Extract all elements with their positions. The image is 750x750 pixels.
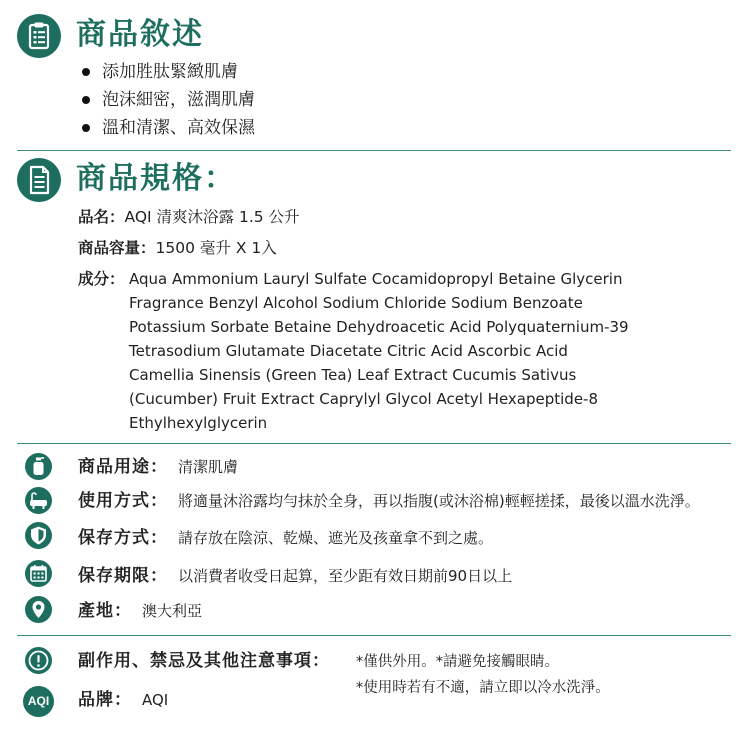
spec-capacity-row: [78, 236, 277, 260]
ingredients-line: Ethylhexylglycerin: [129, 414, 268, 432]
divider: [17, 150, 731, 151]
divider: [17, 443, 731, 444]
origin-row: [78, 601, 202, 621]
shield-icon: [25, 522, 52, 549]
warning-note: *僅供外用。*請避免接觸眼睛。: [356, 654, 559, 670]
brand-label: 品牌：: [78, 690, 132, 710]
shelf-life-value: 以消費者收受日起算，至少距有效日期前90日以上: [178, 567, 513, 585]
method-row: [78, 491, 700, 511]
calendar-icon: [25, 560, 52, 587]
spec-capacity-value: 1500 毫升 X 1入: [155, 239, 277, 257]
ingredients-line: Tetrasodium Glutamate Diacetate Citric Acid Ascorbic Acid: [129, 342, 568, 360]
spec-name-value: AQI 清爽沐浴露 1.5 公升: [124, 208, 300, 226]
divider: [17, 635, 731, 636]
description-list: [78, 58, 255, 142]
ingredients-line: Camellia Sinensis (Green Tea) Leaf Extract Cucumis Sativus: [129, 366, 577, 384]
exclamation-icon: [25, 647, 52, 674]
brand-badge: AQI: [23, 686, 54, 717]
spec-name-label: 品名：: [78, 208, 125, 226]
storage-label: 保存方式：: [78, 528, 168, 548]
bottle-icon: [25, 453, 52, 480]
purpose-value: 清潔肌膚: [178, 458, 239, 476]
shelf-life-label: 保存期限：: [78, 566, 168, 586]
storage-row: [78, 528, 493, 548]
purpose-label: 商品用途：: [78, 457, 168, 477]
clipboard-list-icon: [17, 14, 61, 58]
warning-note: *使用時若有不適，請立即以冷水洗淨。: [356, 680, 610, 696]
ingredients-line: Fragrance Benzyl Alcohol Sodium Chloride Sodium Benzoate: [129, 294, 583, 312]
shelf-life-row: [78, 566, 512, 586]
spec-name-row: [78, 205, 300, 229]
spec-ingredients-label: 成分：: [78, 270, 125, 288]
brand-row: [78, 690, 168, 710]
spec-title: 商品規格：: [76, 161, 236, 196]
document-icon: [17, 158, 61, 202]
ingredients-list: [129, 267, 629, 435]
warnings-label: 副作用、禁忌及其他注意事項：: [78, 651, 330, 671]
warnings-row: [78, 651, 330, 671]
list-item: 泡沫細密，滋潤肌膚: [78, 86, 255, 114]
spec-capacity-label: 商品容量：: [78, 239, 156, 257]
origin-value: 澳大利亞: [142, 602, 203, 620]
origin-label: 產地：: [78, 601, 132, 621]
purpose-row: [78, 457, 238, 477]
storage-value: 請存放在陰涼、乾燥、遮光及孩童拿不到之處。: [178, 529, 494, 547]
bathtub-icon: [25, 487, 52, 514]
warnings-notes: [356, 652, 610, 698]
brand-value: AQI: [142, 691, 169, 709]
method-label: 使用方式：: [78, 491, 168, 511]
list-item: 溫和清潔、高效保濕: [78, 114, 255, 142]
location-pin-icon: [25, 596, 52, 623]
ingredients-line: (Cucumber) Fruit Extract Caprylyl Glycol Acetyl Hexapeptide-8: [129, 390, 598, 408]
ingredients-line: Aqua Ammonium Lauryl Sulfate Cocamidopropyl Betaine Glycerin: [129, 270, 623, 288]
ingredients-line: Potassium Sorbate Betaine Dehydroacetic Acid Polyquaternium-39: [129, 318, 629, 336]
method-value: 將適量沐浴露均勻抹於全身，再以指腹(或沐浴棉)輕輕搓揉，最後以溫水洗淨。: [178, 492, 700, 510]
description-title: 商品敘述: [76, 17, 204, 52]
list-item: 添加胜肽緊緻肌膚: [78, 58, 255, 86]
